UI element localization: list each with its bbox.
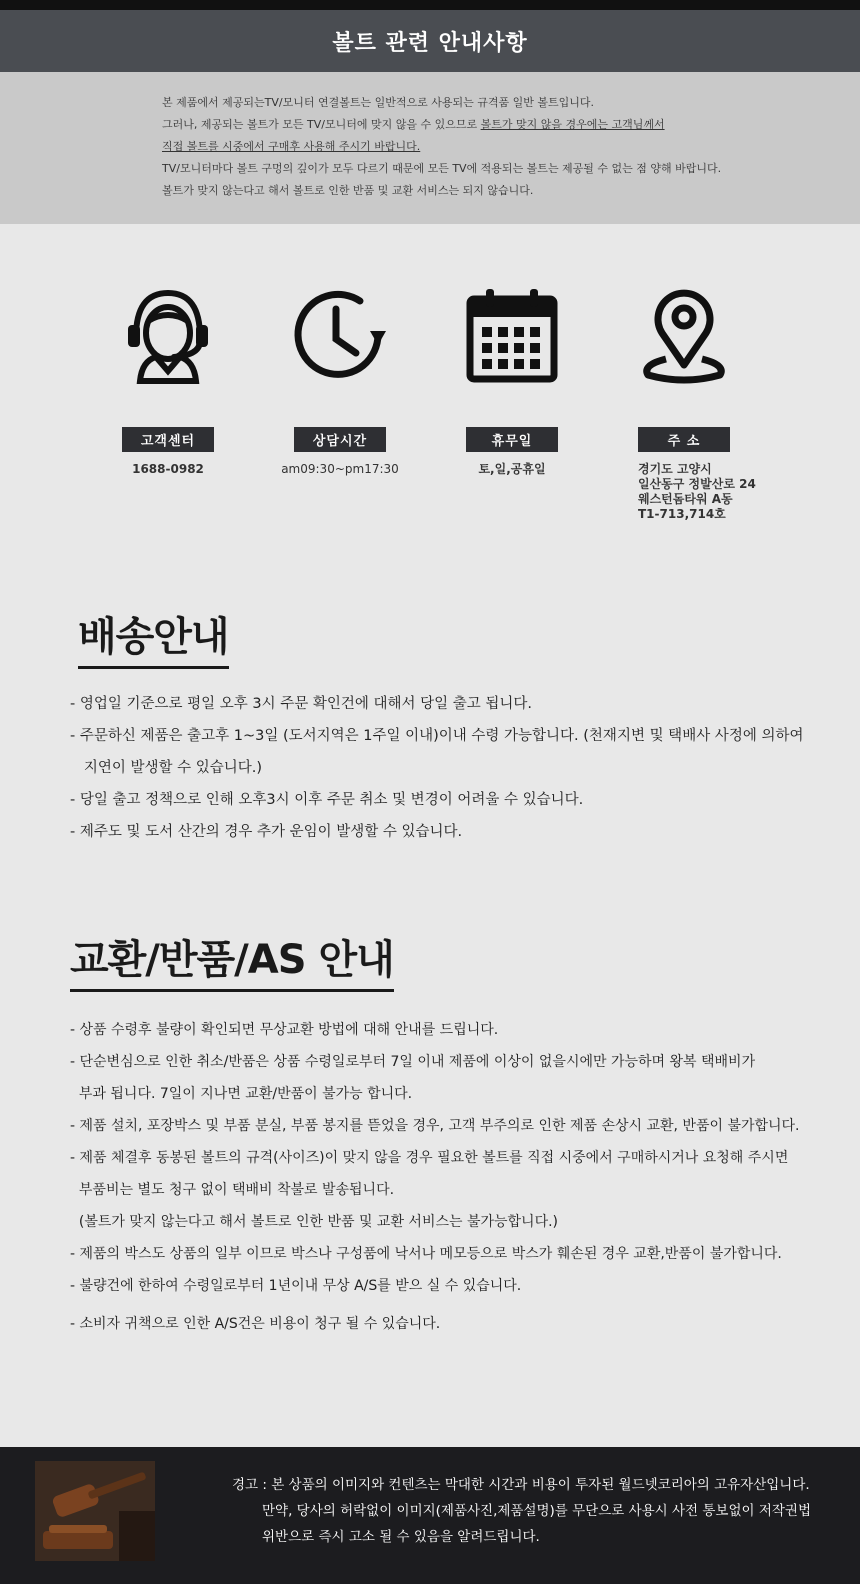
list-item: - 주문하신 제품은 출고후 1~3일 (도서지역은 1주일 이내)이내 수령 가능합니다. (천재지변 및 택배사 사정에 의하여 xyxy=(70,728,804,744)
list-item: 지연이 발생할 수 있습니다.) xyxy=(70,760,262,776)
list-item: - 영업일 기준으로 평일 오후 3시 주문 확인건에 대해서 당일 출고 됩니다. xyxy=(70,696,532,712)
list-item: - 불량건에 한하여 수령일로부터 1년이내 무상 A/S를 받으 실 수 있습니다. xyxy=(70,1278,522,1294)
info-address xyxy=(594,285,774,522)
hours-value: am09:30~pm17:30 xyxy=(281,462,399,476)
list-item: - 제주도 및 도서 산간의 경우 추가 운임이 발생할 수 있습니다. xyxy=(70,824,463,840)
exchange-title: 교환/반품/AS 안내 xyxy=(70,928,394,992)
list-item: - 당일 출고 정책으로 인해 오후3시 이후 주문 취소 및 변경이 어려울 수 있습니다. xyxy=(70,792,584,808)
shipping-list xyxy=(70,688,803,848)
page-header xyxy=(0,10,860,72)
list-item: - 단순변심으로 인한 취소/반품은 상품 수령일로부터 7일 이내 제품에 이상이 없을시에만 가능하며 왕복 택배비가 xyxy=(70,1054,756,1070)
list-item: 부품비는 별도 청구 없이 택배비 착불로 발송됩니다. xyxy=(70,1182,395,1198)
warning-line: 위반으로 즉시 고소 될 수 있음을 알려드립니다. xyxy=(262,1529,540,1545)
notice-line: 볼트가 맞지 않는다고 해서 볼트로 인한 반품 및 교환 서비스는 되지 않습니다. xyxy=(162,184,534,197)
info-holiday xyxy=(422,285,602,477)
top-border xyxy=(0,0,860,10)
calendar-icon xyxy=(462,285,562,385)
list-item: - 제품 체결후 동봉된 볼트의 규격(사이즈)이 맞지 않을 경우 필요한 볼트를 직접 시중에서 구매하시거나 요청해 주시면 xyxy=(70,1150,789,1166)
address-value: 경기도 고양시 일산동구 정발산로 24 웨스턴돔타워 A동 T1-713,714호 xyxy=(638,462,756,521)
notice-line: 그러나, 제공되는 볼트가 모든 TV/모니터에 맞지 않을 수 있으므로 볼트가 맞지 않을 경우에는 고객님께서 xyxy=(162,118,665,131)
clock-icon xyxy=(290,285,390,385)
list-item: - 제품의 박스도 상품의 일부 이므로 박스나 구성품에 낙서나 메모등으로 박스가 훼손된 경우 교환,반품이 불가합니다. xyxy=(70,1246,782,1262)
phone-number: 1688-0982 xyxy=(132,462,204,476)
notice-line: TV/모니터마다 볼트 구멍의 깊이가 모두 다르기 때문에 모든 TV에 적용되는 볼트는 제공될 수 없는 점 양해 바랍니다. xyxy=(162,162,722,175)
warning-line: 만약, 당사의 허락없이 이미지(제품사진,제품설명)를 무단으로 사용시 사전 통보없이 저작권법 xyxy=(262,1503,812,1519)
notice-line: 직접 볼트를 시중에서 구매후 사용해 주시기 바랍니다. xyxy=(162,140,421,153)
info-label: 주 소 xyxy=(638,427,730,452)
list-item: 부과 됩니다. 7일이 지나면 교환/반품이 불가능 합니다. xyxy=(70,1086,413,1102)
warning-line: 경고 : 본 상품의 이미지와 컨텐츠는 막대한 시간과 비용이 투자된 월드넷코리아의 고유자산입니다. xyxy=(232,1477,810,1493)
info-label: 상담시간 xyxy=(294,427,386,452)
exchange-list xyxy=(70,1014,800,1340)
notice-line: 본 제품에서 제공되는TV/모니터 연결볼트는 일반적으로 사용되는 규격품 일반 볼트입니다. xyxy=(162,96,594,109)
info-customer-center xyxy=(78,285,258,477)
headset-agent-icon xyxy=(118,285,218,385)
bolt-notice xyxy=(0,72,860,224)
shipping-title: 배송안내 xyxy=(78,605,229,669)
gavel-icon xyxy=(35,1461,155,1561)
list-item: - 상품 수령후 불량이 확인되면 무상교환 방법에 대해 안내를 드립니다. xyxy=(70,1022,499,1038)
page-title: 볼트 관련 안내사항 xyxy=(332,30,528,56)
info-label: 휴무일 xyxy=(466,427,558,452)
info-label: 고객센터 xyxy=(122,427,214,452)
location-pin-icon xyxy=(634,285,734,385)
info-hours xyxy=(250,285,430,477)
list-item: (볼트가 맞지 않는다고 해서 볼트로 인한 반품 및 교환 서비스는 불가능합니다.) xyxy=(70,1214,559,1230)
holiday-value: 토,일,공휴일 xyxy=(478,462,546,476)
copyright-warning xyxy=(0,1447,860,1584)
list-item: - 제품 설치, 포장박스 및 부품 분실, 부품 봉지를 뜯었을 경우, 고객 부주의로 인한 제품 손상시 교환, 반품이 불가합니다. xyxy=(70,1118,800,1134)
list-item: - 소비자 귀책으로 인한 A/S건은 비용이 청구 될 수 있습니다. xyxy=(70,1316,441,1332)
